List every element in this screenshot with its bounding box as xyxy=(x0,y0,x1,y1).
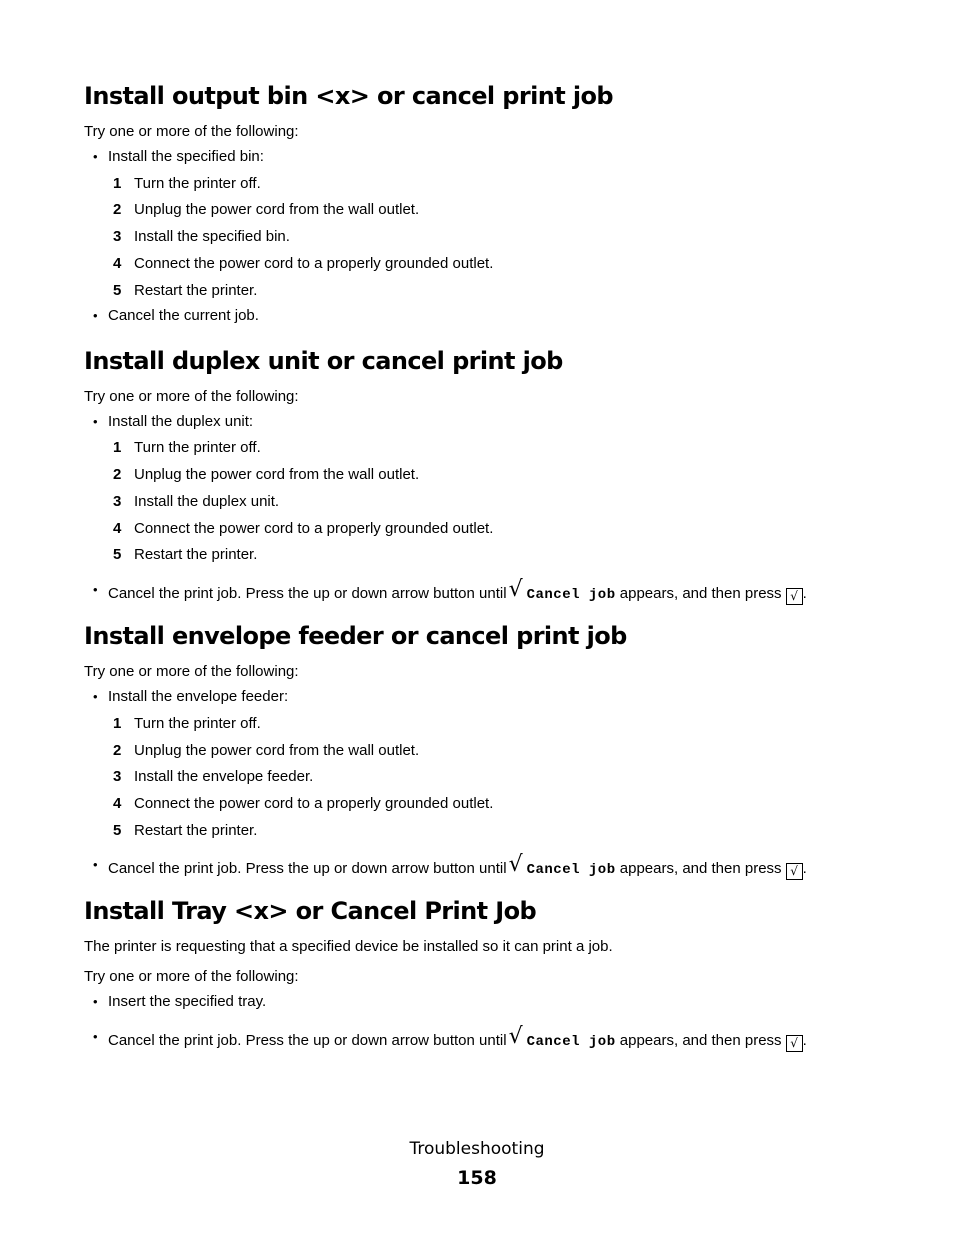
step-text: Install the envelope feeder. xyxy=(134,768,314,785)
step-number: 2 xyxy=(113,742,122,759)
section-heading-envelope-feeder: Install envelope feeder or cancel print job xyxy=(84,622,627,650)
sentence-period: . xyxy=(802,585,807,602)
step-text: Unplug the power cord from the wall outlet. xyxy=(134,742,420,759)
bullet-item-cancel xyxy=(93,577,807,605)
step-number: 4 xyxy=(113,795,122,812)
intro-text: Try one or more of the following: xyxy=(84,663,299,680)
sentence-period: . xyxy=(802,1032,807,1049)
check-arrow-icon: √ xyxy=(508,852,523,877)
check-arrow-icon: √ xyxy=(508,1024,523,1049)
bullet-item xyxy=(93,148,264,166)
intro-text: Try one or more of the following: xyxy=(84,968,299,985)
step-text: Connect the power cord to a properly grounded outlet. xyxy=(134,795,494,812)
bullet-text: Insert the specified tray. xyxy=(108,993,267,1010)
bullet-item xyxy=(93,413,254,431)
step-number: 2 xyxy=(113,201,122,218)
intro-text: Try one or more of the following: xyxy=(84,388,299,405)
step-number: 3 xyxy=(113,493,122,510)
section-heading-duplex-unit: Install duplex unit or cancel print job xyxy=(84,347,563,375)
bullet-item-cancel xyxy=(93,852,807,880)
step-item xyxy=(113,175,261,193)
step-number: 5 xyxy=(113,282,122,299)
step-text: Restart the printer. xyxy=(134,546,258,563)
section-heading-install-tray: Install Tray <x> or Cancel Print Job xyxy=(84,897,537,925)
step-text: Install the specified bin. xyxy=(134,228,290,245)
bullet-item xyxy=(93,688,289,706)
step-text: Turn the printer off. xyxy=(134,439,261,456)
bullet-text: Install the specified bin: xyxy=(108,148,264,165)
step-text: Turn the printer off. xyxy=(134,175,261,192)
bullet-icon: • xyxy=(93,414,98,429)
footer-chapter-label: Troubleshooting xyxy=(409,1139,545,1159)
select-button-icon: √ xyxy=(786,1035,803,1052)
step-item xyxy=(113,255,494,273)
step-item xyxy=(113,282,258,300)
step-text: Unplug the power cord from the wall outlet. xyxy=(134,201,420,218)
step-item xyxy=(113,520,494,538)
step-item xyxy=(113,822,258,840)
step-text: Connect the power cord to a properly grounded outlet. xyxy=(134,255,494,272)
step-text: Install the duplex unit. xyxy=(134,493,280,510)
step-text: Restart the printer. xyxy=(134,822,258,839)
step-number: 3 xyxy=(113,228,122,245)
step-item xyxy=(113,795,494,813)
step-item xyxy=(113,439,261,457)
step-item xyxy=(113,493,280,511)
bullet-icon: • xyxy=(93,308,98,323)
bullet-icon: • xyxy=(93,994,98,1009)
description-text: The printer is requesting that a specified device be installed so it can print a job. xyxy=(84,938,613,955)
bullet-text-cont: appears, and then press xyxy=(619,585,782,602)
step-item xyxy=(113,546,258,564)
step-text: Restart the printer. xyxy=(134,282,258,299)
step-item xyxy=(113,228,290,246)
step-item xyxy=(113,715,261,733)
display-message-code: Cancel job xyxy=(526,862,616,878)
bullet-text: Cancel the current job. xyxy=(108,307,259,324)
bullet-icon: • xyxy=(93,149,98,164)
step-number: 1 xyxy=(113,175,122,192)
select-button-icon: √ xyxy=(786,863,803,880)
bullet-text: Cancel the print job. Press the up or down arrow button until xyxy=(108,1032,507,1049)
step-item xyxy=(113,768,314,786)
footer-page-number: 158 xyxy=(457,1167,497,1189)
intro-text: Try one or more of the following: xyxy=(84,123,299,140)
step-number: 3 xyxy=(113,768,122,785)
bullet-text-cont: appears, and then press xyxy=(619,1032,782,1049)
step-item xyxy=(113,466,420,484)
step-number: 4 xyxy=(113,520,122,537)
bullet-text: Cancel the print job. Press the up or down arrow button until xyxy=(108,585,507,602)
bullet-item-cancel xyxy=(93,1024,807,1052)
step-number: 5 xyxy=(113,822,122,839)
section-heading-output-bin: Install output bin <x> or cancel print job xyxy=(84,82,613,110)
check-arrow-icon: √ xyxy=(508,577,523,602)
display-message-code: Cancel job xyxy=(526,1034,616,1050)
step-item xyxy=(113,742,420,760)
sentence-period: . xyxy=(802,860,807,877)
step-text: Turn the printer off. xyxy=(134,715,261,732)
bullet-text: Install the duplex unit: xyxy=(108,413,254,430)
bullet-text: Cancel the print job. Press the up or down arrow button until xyxy=(108,860,507,877)
bullet-icon: • xyxy=(93,1029,98,1044)
bullet-icon: • xyxy=(93,582,98,597)
bullet-icon: • xyxy=(93,689,98,704)
select-button-icon: √ xyxy=(786,588,803,605)
bullet-text-cont: appears, and then press xyxy=(619,860,782,877)
step-number: 2 xyxy=(113,466,122,483)
bullet-item xyxy=(93,307,259,325)
display-message-code: Cancel job xyxy=(526,587,616,603)
step-number: 4 xyxy=(113,255,122,272)
bullet-icon: • xyxy=(93,857,98,872)
step-number: 1 xyxy=(113,715,122,732)
bullet-text: Install the envelope feeder: xyxy=(108,688,289,705)
step-text: Connect the power cord to a properly grounded outlet. xyxy=(134,520,494,537)
bullet-item xyxy=(93,993,267,1011)
step-number: 1 xyxy=(113,439,122,456)
step-text: Unplug the power cord from the wall outlet. xyxy=(134,466,420,483)
step-item xyxy=(113,201,420,219)
step-number: 5 xyxy=(113,546,122,563)
